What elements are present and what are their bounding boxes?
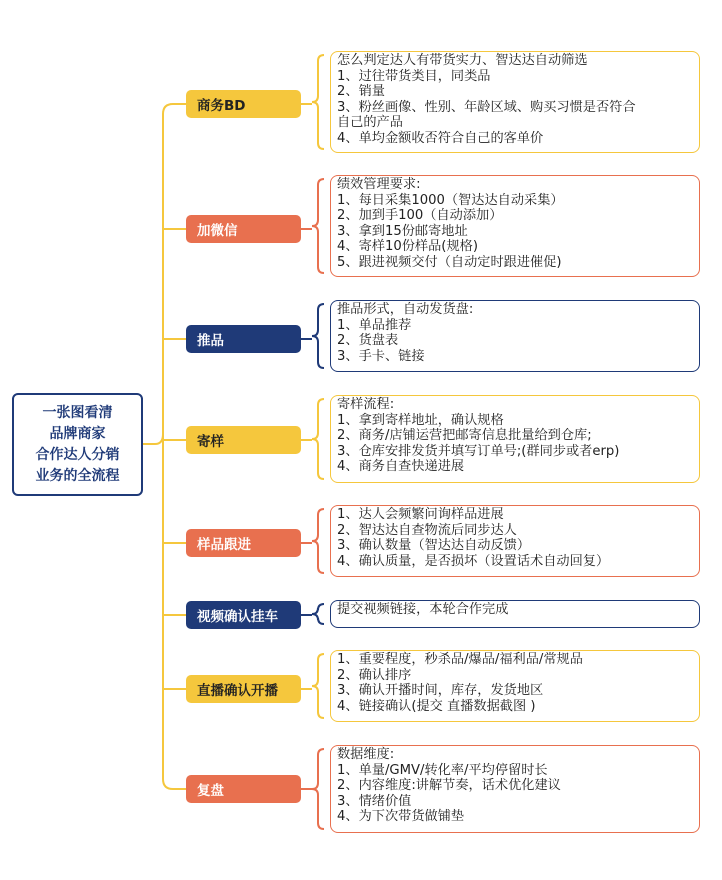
branch-topic-6: 视频确认挂车 [186,601,301,629]
branch-detail-box-8 [330,745,700,833]
detail-line: 2、加到手100（自动添加） [337,208,503,224]
branch-detail-box-5 [330,505,700,577]
branch-connector [163,779,186,789]
branch-detail-box-4 [330,395,700,483]
detail-line: 1、重要程度，秒杀品/爆品/福利品/常规品 [337,652,583,667]
detail-line: 4、商务自查快递进展 [337,459,465,475]
detail-line: 寄样流程: [337,397,395,412]
detail-line: 1、过往带货类目，同类品 [337,68,491,84]
detail-brace [312,509,324,573]
detail-line: 数据维度: [337,747,395,762]
detail-line: 怎么判定达人有带货实力、智达达自动筛选 [337,53,588,68]
branch-topic-1: 商务BD [186,90,301,118]
detail-line: 1、达人会频繁问询样品进展 [337,507,504,522]
branch-topic-5: 样品跟进 [186,529,301,557]
branch-detail-box-1 [330,51,700,153]
branch-detail-box-3 [330,300,700,372]
detail-line: 2、确认排序 [337,667,412,683]
branch-detail-box-6 [330,600,700,628]
detail-line: 3、仓库安排发货并填写订单号;(群同步或者erp) [337,443,620,459]
detail-brace [312,604,324,624]
detail-line: 1、每日采集1000（智达达自动采集） [337,192,564,208]
detail-brace [312,749,324,829]
detail-line: 4、寄样10份样品(规格) [337,239,478,255]
branch-topic-3: 推品 [186,325,301,353]
detail-line: 3、拿到15份邮寄地址 [337,223,468,239]
detail-line: 1、单量/GMV/转化率/平均停留时长 [337,762,548,778]
branch-topic-4: 寄样 [186,426,301,454]
root-line-3: 合作达人分销 [35,446,120,463]
detail-brace [312,654,324,718]
detail-brace [312,304,324,368]
detail-line: 3、手卡、链接 [337,348,425,364]
detail-brace [312,55,324,149]
branch-topic-7: 直播确认开播 [186,675,301,703]
branch-topic-2: 加微信 [186,215,301,243]
detail-line: 3、粉丝画像、性别、年龄区域、购买习惯是否符合 [337,99,636,115]
detail-line: 1、拿到寄样地址，确认规格 [337,412,504,428]
detail-line: 3、确认开播时间，库存，发货地区 [337,683,544,699]
detail-line: 自己的产品 [337,115,403,131]
branch-topic-8: 复盘 [186,775,301,803]
branch-detail-box-7 [330,650,700,722]
detail-line: 2、内容维度:讲解节奏，话术优化建议 [337,778,561,794]
detail-line: 提交视频链接，本轮合作完成 [337,602,509,617]
branch-detail-box-2 [330,175,700,277]
detail-line: 4、为下次带货做铺垫 [337,809,465,825]
detail-line: 1、单品推荐 [337,317,412,333]
detail-line: 绩效管理要求: [337,177,421,192]
trunk-join [155,434,163,444]
root-line-2: 品牌商家 [49,425,106,442]
detail-line: 4、确认质量，是否损坏（设置话术自动回复） [337,553,610,569]
detail-line: 3、确认数量（智达达自动反馈） [337,538,531,554]
detail-line: 2、智达达自查物流后同步达人 [337,522,517,538]
detail-brace [312,399,324,479]
detail-line: 4、链接确认(提交 直播数据截图 ) [337,698,536,714]
root-line-1: 一张图看清 [42,404,113,421]
detail-line: 2、销量 [337,84,385,100]
root-topic [12,393,143,496]
detail-line: 2、商务/店铺运营把邮寄信息批量给到仓库; [337,428,592,444]
detail-line: 5、跟进视频交付（自动定时跟进催促) [337,254,562,270]
detail-line: 3、情绪价值 [337,793,412,809]
branch-connector [163,104,186,114]
detail-brace [312,179,324,273]
root-line-4: 业务的全流程 [35,467,120,484]
detail-line: 4、单均金额收否符合自己的客单价 [337,130,544,146]
detail-line: 推品形式，自动发货盘: [337,302,474,317]
detail-line: 2、货盘表 [337,333,399,349]
